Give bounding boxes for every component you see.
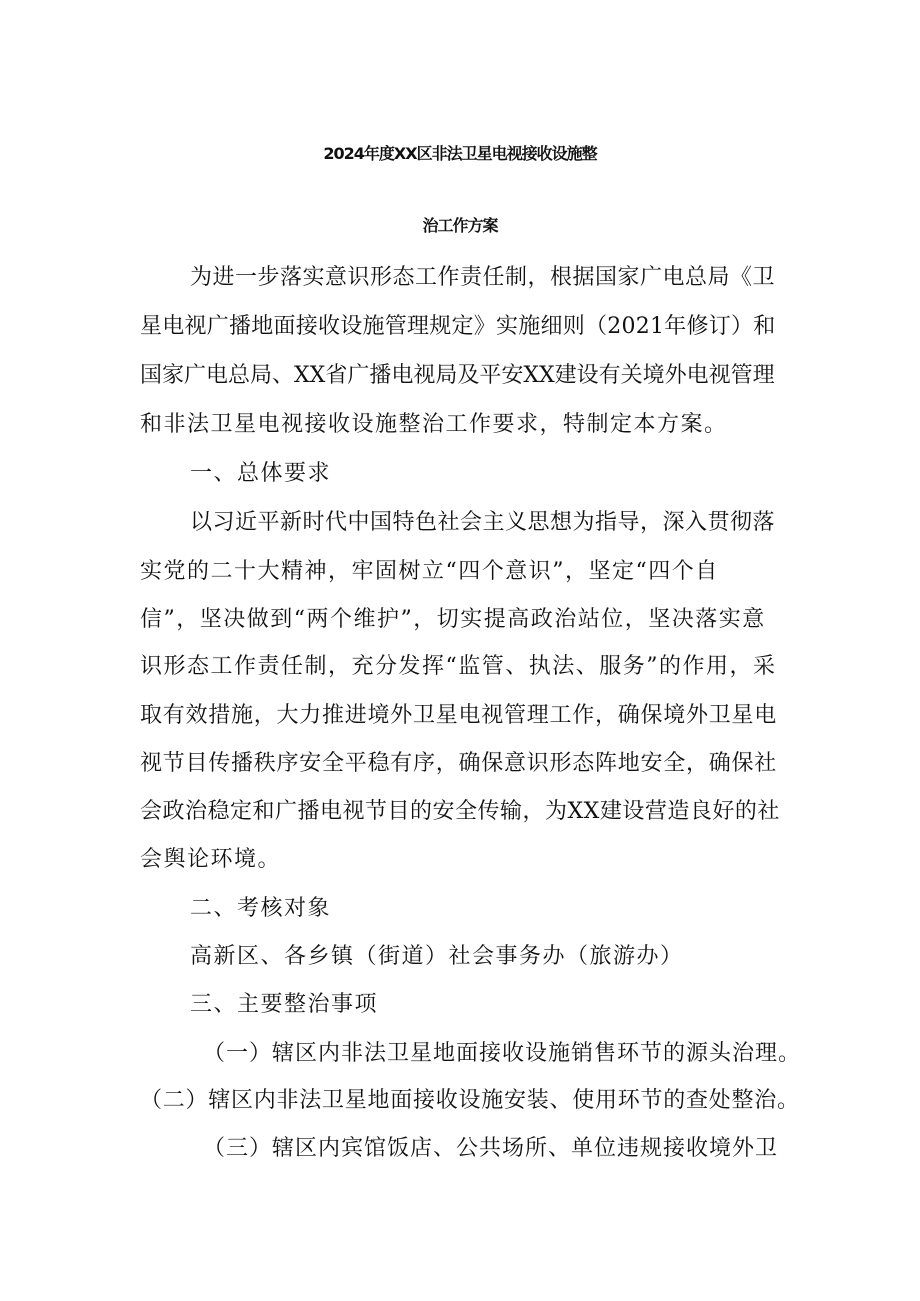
body-line-6: 视节目传播秩序安全平稳有序，确保意识形态阵地安全，确保社 [140,751,778,776]
body-line-1: 以习近平新时代中国特色社会主义思想为指导，深入贯彻落 [190,510,776,535]
item-line-3: （三）辖区内宾馆饭店、公共场所、单位违规接收境外卫 [203,1136,779,1161]
intro-line-2: 星电视广播地面接收设施管理规定》实施细则（2021年修订）和 [140,314,776,339]
section-heading-1: 一、总体要求 [190,461,332,486]
body-line-5: 取有效措施，大力推进境外卫星电视管理工作，确保境外卫星电 [140,703,778,728]
body-line-4: 识形态工作责任制，充分发挥“监管、执法、服务”的作用，采 [140,654,777,679]
assessment-target-line: 高新区、各乡镇（街道）社会事务办（旅游办） [190,944,684,969]
document-title-line-1: 2024年度XX区非法卫星电视接收设施整 [323,144,597,163]
intro-line-3: 国家广电总局、XX省广播电视局及平安XX建设有关境外电视管理 [140,363,775,388]
section-heading-2: 二、考核对象 [190,896,332,921]
section-heading-3: 三、主要整治事项 [190,992,379,1017]
item-line-2: （二）辖区内非法卫星地面接收设施安装、使用环节的查处整治。 [140,1088,800,1113]
intro-line-4: 和非法卫星电视接收设施整治工作要求，特制定本方案。 [140,412,728,437]
body-line-7: 会政治稳定和广播电视节目的安全传输，为XX建设营造良好的社 [140,799,780,824]
item-line-1: （一）辖区内非法卫星地面接收设施销售环节的源头治理。 [203,1041,802,1066]
document-title-line-2: 治工作方案 [422,216,498,235]
intro-line-1: 为进一步落实意识形态工作责任制，根据国家广电总局《卫 [190,265,776,290]
body-line-2: 实党的二十大精神，牢固树立“四个意识”，坚定“四个自 [140,559,719,584]
body-line-8: 会舆论环境。 [140,847,282,872]
body-line-3: 信”，坚决做到“两个维护”，切实提高政治站位，坚决落实意 [140,607,766,632]
